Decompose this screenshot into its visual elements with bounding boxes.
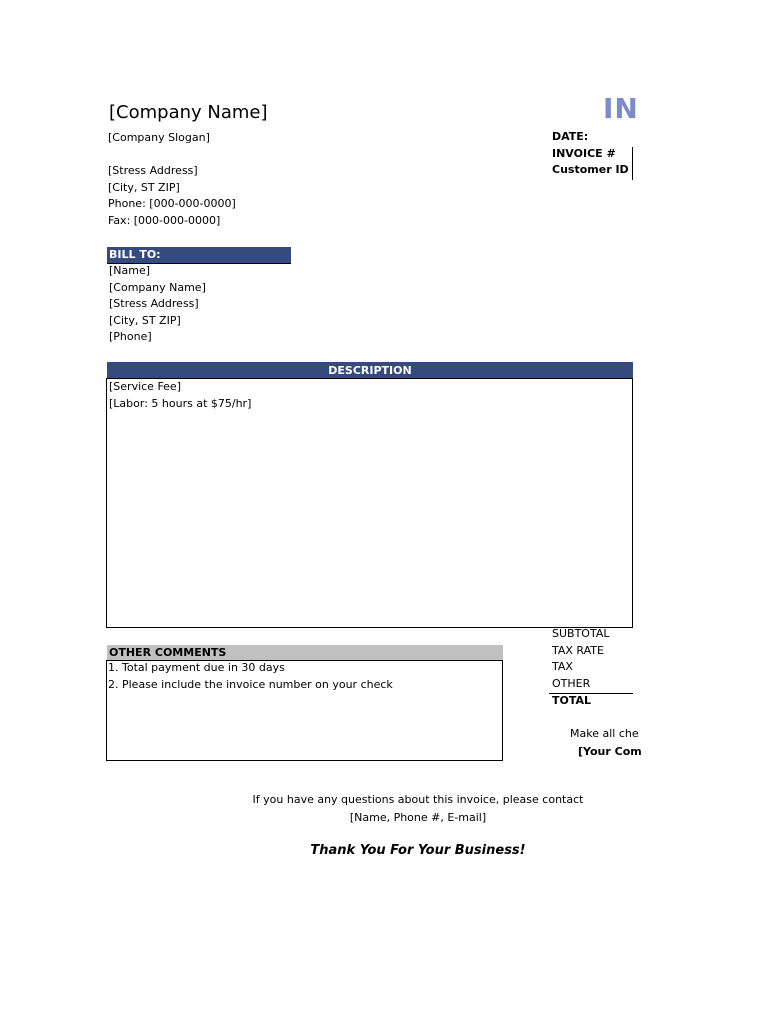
payable-line: Make all che <box>570 727 639 740</box>
bill-to-header: BILL TO: <box>107 247 291 263</box>
comment-line: 2. Please include the invoice number on your check <box>108 678 393 691</box>
company-slogan: [Company Slogan] <box>108 131 210 144</box>
tax-rate-label: TAX RATE <box>552 644 604 657</box>
subtotal-label: SUBTOTAL <box>552 627 610 640</box>
company-name: [Company Name] <box>109 102 268 123</box>
bill-to-name: [Name] <box>109 264 151 277</box>
company-fax: Fax: [000-000-0000] <box>108 214 221 227</box>
bill-to-phone: [Phone] <box>109 330 152 343</box>
invoice-title: IN <box>603 92 639 125</box>
invoice-number-label: INVOICE # <box>552 147 616 160</box>
company-street: [Stress Address] <box>108 164 198 177</box>
company-city: [City, ST ZIP] <box>108 181 180 194</box>
payable-company: [Your Com <box>578 745 642 758</box>
description-item: [Labor: 5 hours at $75/hr] <box>109 397 252 410</box>
other-comments-header: OTHER COMMENTS <box>107 645 503 660</box>
bill-to-company: [Company Name] <box>109 281 206 294</box>
description-header: DESCRIPTION <box>107 362 633 379</box>
date-label: DATE: <box>552 130 589 143</box>
contact-line: If you have any questions about this invoice, please contact <box>252 793 584 806</box>
thank-you-message: Thank You For Your Business! <box>310 843 526 858</box>
other-label: OTHER <box>552 677 591 690</box>
contact-details: [Name, Phone #, E-mail] <box>349 811 487 824</box>
tax-label: TAX <box>552 660 573 673</box>
meta-divider <box>632 147 633 180</box>
comment-line: 1. Total payment due in 30 days <box>108 661 285 674</box>
bill-to-city: [City, ST ZIP] <box>109 314 181 327</box>
description-item: [Service Fee] <box>109 380 181 393</box>
description-box <box>106 378 633 628</box>
bill-to-street: [Stress Address] <box>109 297 199 310</box>
customer-id-label: Customer ID <box>552 163 629 176</box>
company-phone: Phone: [000-000-0000] <box>108 197 236 210</box>
total-label: TOTAL <box>552 694 592 707</box>
